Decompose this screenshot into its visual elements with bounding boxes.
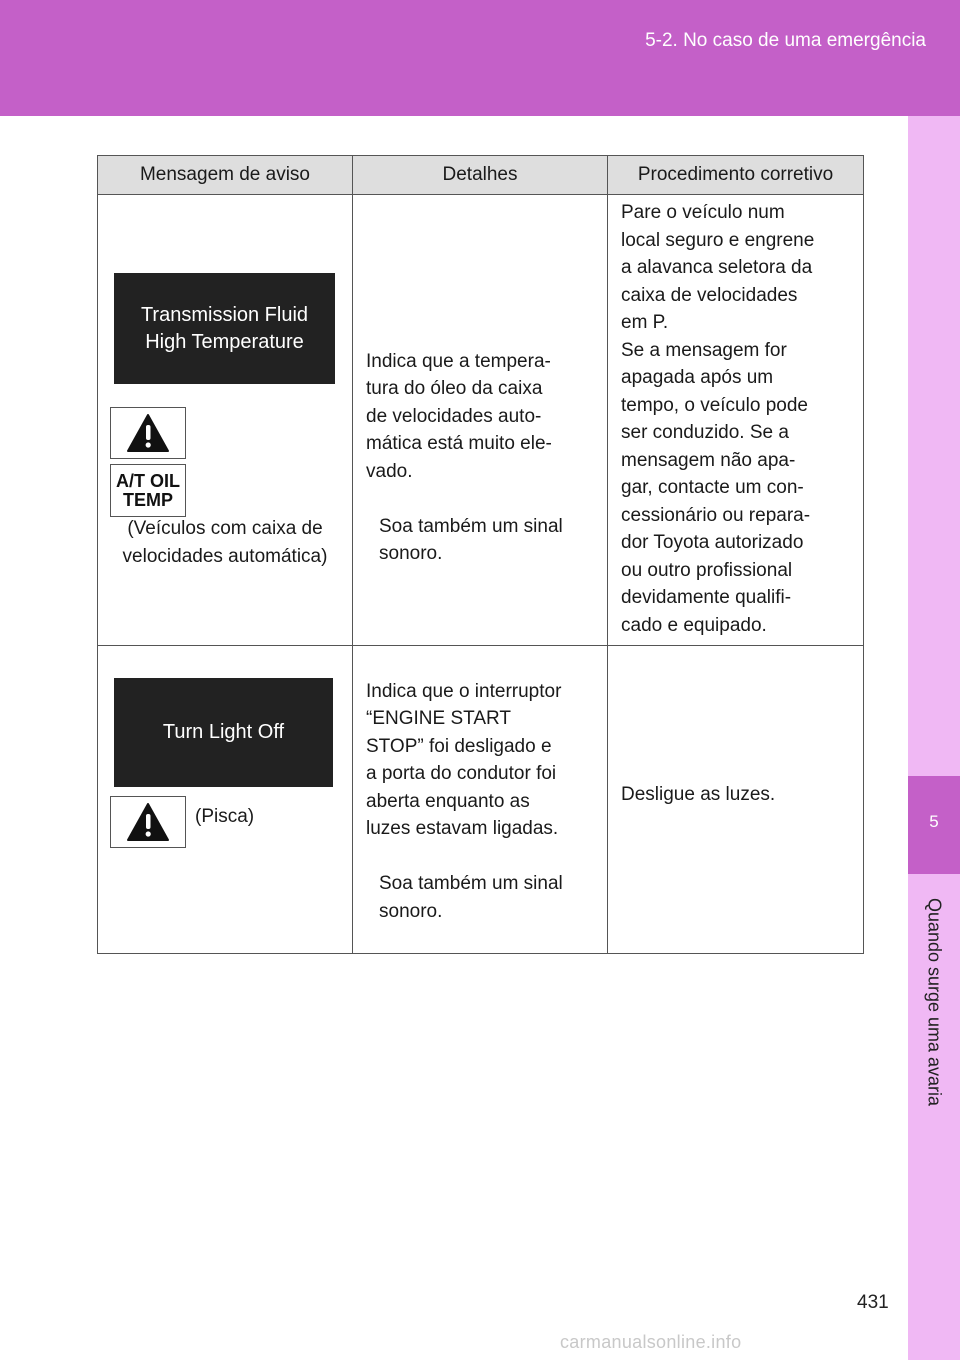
column-header-procedure: Procedimento corretivo: [608, 156, 864, 195]
sound-note-text: Soa também um sinal sonoro.: [379, 515, 563, 564]
procedure-cell: [608, 195, 864, 646]
procedure-cell: [608, 646, 864, 954]
blinking-caption: (Pisca): [195, 806, 255, 827]
sound-note-text: Soa também um sinal sonoro.: [379, 873, 563, 922]
procedure-text: Desligue as luzes.: [621, 783, 776, 805]
details-text: Indica que a tempera- tura do óleo da caixa de velocidades auto- mática está muito ele- vado.: [366, 350, 552, 482]
at-oil-temp-label: A/T OIL TEMP: [116, 470, 180, 510]
warning-triangle-icon: [110, 796, 186, 848]
details-cell: [353, 646, 608, 954]
chapter-marker: [908, 776, 960, 874]
column-header-details: Detalhes: [353, 156, 608, 195]
details-text: Indica que o interruptor “ENGINE START STOP” foi desligado e a porta do condutor foi aberta enquanto as luzes estavam ligadas.: [366, 680, 562, 839]
table-row: [98, 195, 864, 646]
procedure-text: Pare o veículo num local seguro e engrene a alavanca seletora da caixa de velocidades em P. Se a mensagem for apagada após um tempo, o veículo pode ser conduzido. Se a mensagem não apa- gar, contacte um con- cessionário ou repara- dor Toyota autorizado ou outro profissional devidamente qualifi- cado e equipado.: [621, 202, 815, 636]
page-number: 431: [857, 1292, 889, 1313]
warning-messages-table: [97, 155, 864, 954]
vehicle-note-caption: (Veículos com caixa de velocidades automática): [122, 518, 328, 567]
transmission-fluid-display: Transmission Fluid High Temperature: [114, 273, 335, 384]
chapter-side-tab: [908, 116, 960, 1360]
chapter-number: 5: [929, 812, 939, 831]
warning-triangle-icon: [110, 407, 186, 459]
chapter-label: Quando surge uma avaria: [924, 897, 945, 1107]
table-row: [98, 646, 864, 954]
header-band: [0, 0, 960, 116]
at-oil-temp-icon: [110, 464, 186, 517]
warning-message-cell: [98, 646, 353, 954]
section-title: 5-2. No caso de uma emergência: [645, 30, 926, 51]
table-header-row: [98, 156, 864, 195]
footer-watermark: carmanualsonline.info: [560, 1332, 742, 1352]
turn-light-off-display: Turn Light Off: [114, 678, 333, 787]
column-header-message: Mensagem de aviso: [98, 156, 353, 195]
warning-message-cell: [98, 195, 353, 646]
details-cell: [353, 195, 608, 646]
